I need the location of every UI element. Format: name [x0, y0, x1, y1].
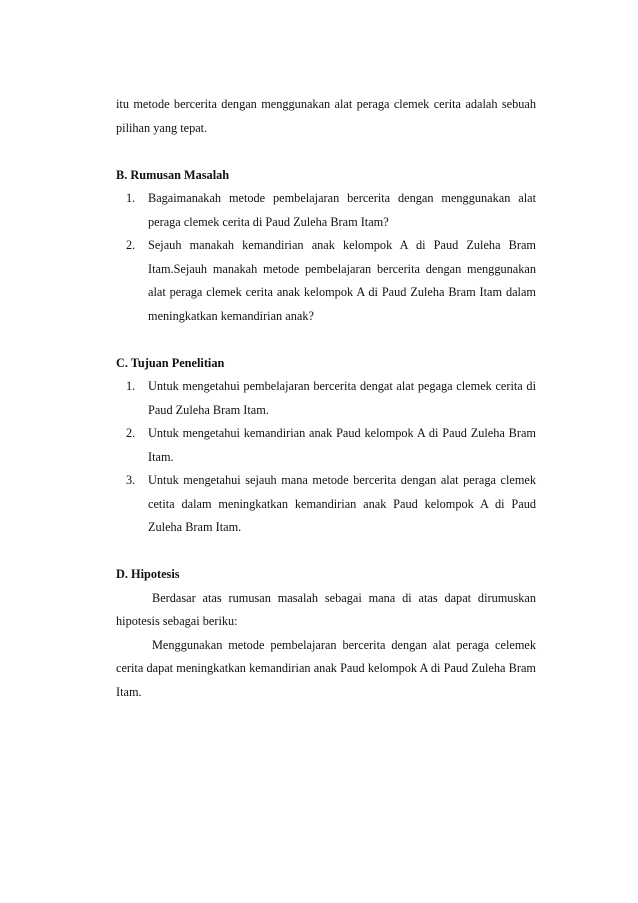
- list-item: [116, 234, 536, 328]
- heading-tujuan-penelitian: C. Tujuan Penelitian: [116, 355, 225, 370]
- list-item-text: Bagaimanakah metode pembelajaran bercerita dengan menggunakan alat peraga clemek cerita di Paud Zuleha Bram Itam?: [148, 191, 536, 229]
- page-content: [116, 93, 536, 704]
- list-item: [116, 422, 536, 469]
- list-item: [116, 375, 536, 422]
- spacer: [116, 328, 536, 352]
- spacer: [116, 140, 536, 164]
- list-number: 1.: [126, 379, 136, 393]
- list-number: 3.: [126, 473, 136, 487]
- tujuan-penelitian-list: [116, 375, 536, 540]
- list-item-text: Untuk mengetahui pembelajaran bercerita dengat alat pegaga clemek cerita di Paud Zuleha Bram Itam.: [148, 379, 536, 417]
- heading-hipotesis: D. Hipotesis: [116, 567, 180, 581]
- list-item: [116, 187, 536, 234]
- hipotesis-statement: Menggunakan metode pembelajaran bercerita dengan alat peraga celemek cerita dapat meningkatkan kemandirian anak Paud kelompok A di Paud Zuleha Bram Itam.: [116, 637, 536, 699]
- spacer: [116, 540, 536, 564]
- list-item-text: Sejauh manakah kemandirian anak kelompok A di Paud Zuleha Bram Itam.Sejauh manakah metode pembelajaran bercerita dengan menggunakan alat peraga clemek cerita anak kelompok A di Paud Zuleha Bram Itam dalam meningkatkan kemandirian anak?: [148, 238, 536, 323]
- list-item: [116, 469, 536, 540]
- rumusan-masalah-list: [116, 187, 536, 328]
- list-number: 1.: [126, 191, 136, 205]
- heading-rumusan-masalah: B. Rumusan Masalah: [116, 167, 230, 182]
- list-item-text: Untuk mengetahui kemandirian anak Paud kelompok A di Paud Zuleha Bram Itam.: [148, 426, 536, 464]
- list-number: 2.: [126, 426, 136, 440]
- hipotesis-paragraph: Berdasar atas rumusan masalah sebagai mana di atas dapat dirumuskan hipotesis sebagai beriku:: [116, 590, 536, 628]
- list-item-text: Untuk mengetahui sejauh mana metode bercerita dengan alat peraga clemek cetita dalam meningkatkan kemandirian anak Paud kelompok A di Paud Zuleha Bram Itam.: [148, 473, 536, 534]
- list-number: 2.: [126, 238, 136, 252]
- intro-paragraph: itu metode bercerita dengan menggunakan alat peraga clemek cerita adalah sebuah pilihan yang tepat.: [116, 97, 536, 135]
